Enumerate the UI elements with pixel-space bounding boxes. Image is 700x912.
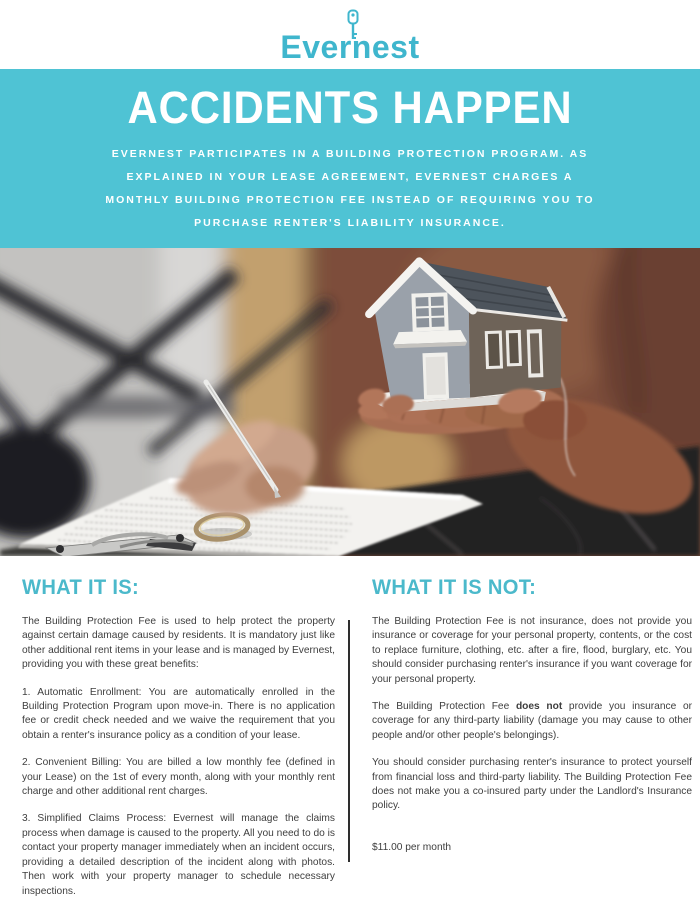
banner-subtitle [0, 143, 700, 235]
what-it-is-not-paragraph-1: The Building Protection Fee is not insurance, does not provide you insurance or coverage for your personal property, contents, or the cost to replace furniture, clothing, etc. after a fire, flood, burglary, etc. You should consider purchasing renter's insurance if you want coverage for your personal property. [372, 616, 692, 685]
what-it-is-paragraph-1: The Building Protection Fee is used to help protect the property against certain damage caused by residents. It is mandatory just like other additional rent items in your lease and is managed by Evernest, providing you with these great benefits: [22, 616, 335, 671]
subtitle-line: PURCHASE RENTER'S LIABILITY INSURANCE. [194, 217, 506, 229]
what-it-is-paragraph-2: 1. Automatic Enrollment: You are automatically enrolled in the Building Protection Program upon move-in. There is no application fee or credit check needed and we waive the requirement that you obtain a renter's insurance policy as a condition of your lease. [22, 686, 335, 741]
paragraph-segment: The Building Protection Fee [372, 701, 516, 713]
what-it-is-not-heading: WHAT IT IS NOT: [372, 576, 537, 599]
hero-banner [0, 69, 700, 248]
what-it-is-paragraph-3: 2. Convenient Billing: You are billed a low monthly fee (defined in your Lease) on the 1st of every month, along with your monthly rent charge and other additional rent charges. [22, 757, 335, 798]
subtitle-line: EXPLAINED IN YOUR LEASE AGREEMENT, EVERNEST CHARGES A [126, 171, 574, 183]
evernest-logo [280, 31, 419, 69]
monthly-fee-amount: $11.00 per month [372, 841, 452, 853]
what-it-is-not-paragraph-3: You should consider purchasing renter's insurance to protect yourself from financial loss and third-party liability. The Building Protection Fee does not make you a co-insured party under the Landlord's Insurance policy. [372, 757, 692, 812]
what-it-is-heading: WHAT IT IS: [22, 576, 140, 599]
what-it-is-paragraph-4: 3. Simplified Claims Process: Evernest will manage the claims process when damage is caused to the property. All you need to do is contact your property manager immediately when an incident occurs, providing a detailed description of the incident along with photos. Then work with your property manager to schedule necessary inspections. [22, 813, 335, 897]
page-title: ACCIDENTS HAPPEN [127, 82, 573, 133]
what-it-is-column [22, 576, 335, 912]
subtitle-line: EVERNEST PARTICIPATES IN A BUILDING PROTECTION PROGRAM. AS [111, 148, 589, 160]
brand-wordmark: Evernest [280, 29, 420, 65]
what-it-is-not-paragraph-2 [372, 700, 692, 743]
hero-photo [0, 248, 700, 556]
subtitle-line: MONTHLY BUILDING PROTECTION FEE INSTEAD OF REQUIRING YOU TO [105, 194, 595, 206]
hero-photo-illustration [0, 248, 700, 556]
column-divider [348, 620, 350, 862]
paragraph-segment: provide you insurance or coverage for any third-party liability (damage you may cause to other people and/or other people's belongings). [372, 701, 692, 741]
page-header [0, 0, 700, 69]
info-columns [0, 556, 700, 906]
what-it-is-not-column [372, 576, 692, 868]
does-not-emphasis: does not [515, 701, 563, 713]
key-icon [346, 9, 360, 41]
